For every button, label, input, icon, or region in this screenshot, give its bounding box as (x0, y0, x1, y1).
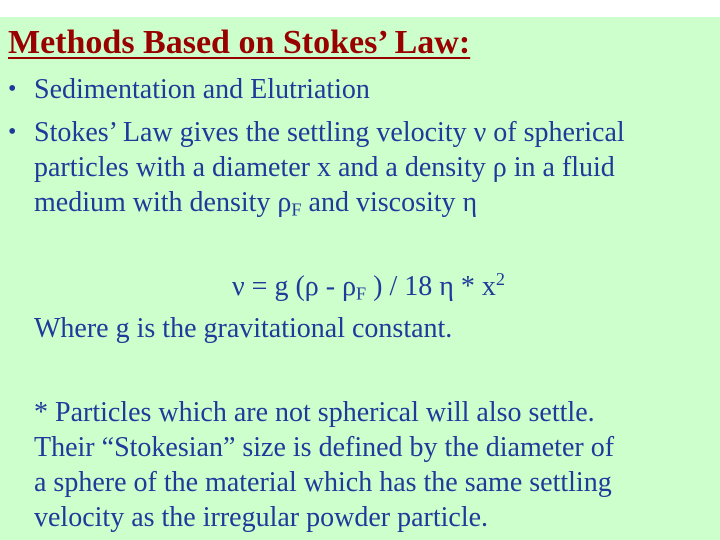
equation-part: ν = g (ρ - ρ (232, 271, 357, 302)
line3-text-end: and viscosity η (301, 187, 478, 218)
where-text: Where g is the gravitational constant. (34, 313, 453, 344)
bullet-item-sedimentation: Sedimentation and Elutriation (34, 74, 370, 105)
note-line-2: Their “Stokesian” size is defined by the diameter of (34, 432, 615, 463)
note-line-3: a sphere of the material which has the same settling (34, 467, 612, 498)
equation-subscript: F (356, 283, 367, 304)
equation-exponent: 2 (495, 269, 506, 289)
note-line-1: * Particles which are not spherical will also settle. (34, 397, 595, 428)
bullet-item-stokes-line-1: Stokes’ Law gives the settling velocity ν of spherical (34, 117, 625, 148)
bullet-marker: • (8, 76, 17, 102)
stokes-equation (232, 269, 505, 304)
bullet-item-stokes-line-2: particles with a diameter x and a density ρ in a fluid (34, 152, 615, 183)
line3-text: medium with density ρ (34, 187, 292, 218)
rho-f-subscript: F (291, 199, 302, 220)
slide-title: Methods Based on Stokes’ Law: (8, 24, 471, 61)
bullet-marker: • (8, 119, 17, 145)
slide-background (0, 17, 720, 540)
note-line-4: velocity as the irregular powder particle. (34, 502, 489, 533)
bullet-item-stokes-line-3 (34, 185, 477, 220)
equation-part: ) / 18 η * x (366, 271, 496, 302)
